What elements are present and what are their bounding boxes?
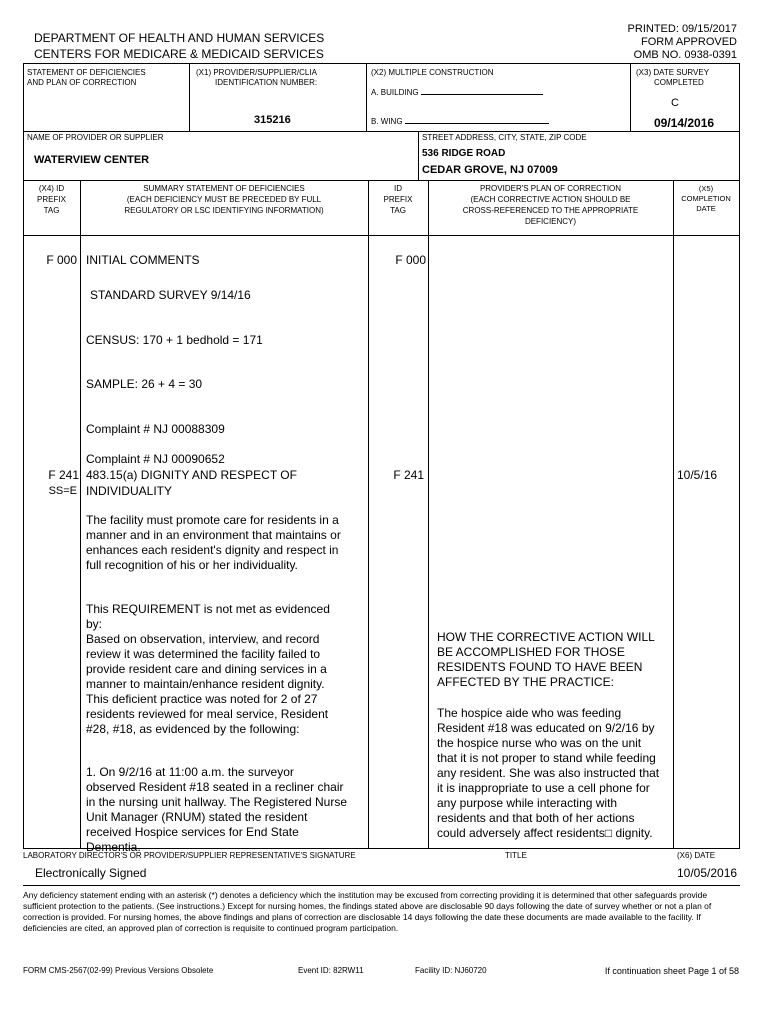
id-header-1: ID — [394, 184, 402, 193]
prefix-tag-f000: F 000 — [46, 253, 77, 267]
requirement-not-met-text: This REQUIREMENT is not met as evidenced by: Based on observation, interview, and record review it was determined the facility failed to provide resident care and dining services in a manner to maintain/enhance resident dignity. This deficient practice was noted for 2 of 27 residents reviewed for meal service, Resident #28, #18, as evidenced by the following: — [86, 602, 330, 736]
plan-header-4: DEFICIENCY) — [524, 217, 577, 226]
frame-right — [739, 63, 740, 848]
complaint-2: Complaint # NJ 00090652 — [86, 452, 225, 466]
standard-survey: STANDARD SURVEY 9/14/16 — [90, 288, 251, 302]
divider-x2 — [366, 63, 367, 131]
omb-number: OMB NO. 0938-0391 — [633, 49, 737, 61]
x5-header-3: DATE — [696, 204, 716, 213]
cms-title: CENTERS FOR MEDICARE & MEDICAID SERVICES — [34, 47, 324, 61]
x3-label-2: COMPLETED — [654, 78, 704, 87]
rule-provider — [23, 131, 740, 132]
disclaimer-text: Any deficiency statement ending with an asterisk (*) denotes a deficiency which the institution may be excused from correcting providing it is determined that other safeguards provide sufficient protection to the patients. (See instructions.) Except for nursing homes, the findings stated above are disclosable 90 days following the date of survey whether or not a plan of correction is provided. For nursing homes, the above findings and plans of correction are disclosable 14 days following the date these documents are made available to the facility. If deficiencies are cited, an approved plan of correction is requisite to continued program participation. — [23, 890, 712, 933]
regulation-line-1: 483.15(a) DIGNITY AND RESPECT OF — [86, 468, 297, 482]
x5-header-2: COMPLETION — [681, 194, 731, 203]
divider-address — [418, 131, 419, 180]
x3-label-1: (X3) DATE SURVEY — [636, 68, 710, 77]
divider-x1 — [189, 63, 190, 131]
plan-text: The hospice aide who was feeding Resident #18 was educated on 9/2/16 by the hospice nurse who was on the unit that it is not proper to stand while feeding any resident. She was also instructed that it is inappropriate to use a cell phone for any purpose while interacting with residents and that both of her actions could adversely affect residents□ dignity. — [437, 706, 660, 840]
building-field — [371, 85, 543, 97]
event-id: Event ID: 82RW11 — [298, 966, 364, 975]
sample: SAMPLE: 26 + 4 = 30 — [86, 377, 203, 391]
scope-severity: SS=E — [48, 485, 77, 497]
col-divider-1 — [80, 180, 81, 848]
dept-title: DEPARTMENT OF HEALTH AND HUMAN SERVICES — [34, 31, 325, 45]
complaint-1: Complaint # NJ 00088309 — [86, 422, 225, 436]
plan-header-3: CROSS-REFERENCED TO THE APPROPRIATE — [462, 206, 639, 215]
provider-name: WATERVIEW CENTER — [34, 154, 150, 166]
prefix-tag-f241: F 241 — [48, 468, 79, 482]
rule-body — [23, 235, 740, 236]
plan-heading: HOW THE CORRECTIVE ACTION WILL BE ACCOMPLISHED FOR THOSE RESIDENTS FOUND TO HAVE BEEN AFFECTED BY THE PRACTICE: — [437, 630, 655, 689]
completion-date: 10/5/16 — [677, 468, 718, 482]
rule-signature-bottom — [23, 885, 740, 886]
summary-header-1: SUMMARY STATEMENT OF DEFICIENCIES — [143, 184, 305, 193]
street-address: 536 RIDGE ROAD — [422, 148, 506, 159]
x4-header-1: (X4) ID — [38, 184, 65, 193]
wing-field — [371, 114, 549, 126]
id-header-3: TAG — [390, 206, 406, 215]
survey-date: 09/14/2016 — [654, 116, 715, 130]
plan-header-1: PROVIDER'S PLAN OF CORRECTION — [479, 184, 622, 193]
x4-header-2: PREFIX — [37, 195, 66, 204]
census: CENSUS: 170 + 1 bedhold = 171 — [86, 333, 263, 347]
signature-value: Electronically Signed — [35, 866, 147, 880]
wing-label: B. WING — [371, 117, 403, 126]
plan-header-2: (EACH CORRECTIVE ACTION SHOULD BE — [470, 195, 631, 204]
facility-id: Facility ID: NJ60720 — [415, 966, 487, 975]
address-label: STREET ADDRESS, CITY, STATE, ZIP CODE — [422, 133, 587, 142]
provider-name-label: NAME OF PROVIDER OR SUPPLIER — [27, 133, 164, 142]
rule-top — [23, 63, 740, 64]
frame-left — [23, 63, 24, 848]
city-state-zip: CEDAR GROVE, NJ 07009 — [422, 164, 558, 176]
summary-header-2: (EACH DEFICIENCY MUST BE PRECEDED BY FULL — [126, 195, 322, 204]
form-approved: FORM APPROVED — [641, 36, 737, 48]
continuation-page: If continuation sheet Page 1 of 58 — [604, 966, 739, 976]
statement-label-1: STATEMENT OF DEFICIENCIES — [27, 68, 146, 77]
summary-header-3: REGULATORY OR LSC IDENTIFYING INFORMATION) — [124, 206, 324, 215]
printed-date: PRINTED: 09/15/2017 — [627, 23, 737, 35]
divider-x3 — [630, 63, 631, 131]
facility-requirement-text: The facility must promote care for residents in a manner and in an environment that maintains or enhances each resident's dignity and respect in full recognition of his or her individuality. — [86, 513, 341, 572]
signature-title-label: TITLE — [505, 851, 527, 860]
provider-id-number: 315216 — [254, 114, 291, 126]
building-label: A. BUILDING — [371, 88, 419, 97]
col-divider-4 — [673, 180, 674, 848]
signature-date-label: (X6) DATE — [677, 851, 716, 860]
x1-label-2: IDENTIFICATION NUMBER: — [215, 78, 318, 87]
x4-header-3: TAG — [43, 206, 60, 215]
id-header-2: PREFIX — [383, 195, 413, 204]
statement-label-2: AND PLAN OF CORRECTION — [27, 78, 137, 87]
building-underline — [421, 85, 543, 95]
x5-header-1: (X5) — [698, 184, 714, 193]
x3-code: C — [671, 97, 679, 109]
rule-columns — [23, 180, 740, 181]
signature-label: LABORATORY DIRECTOR'S OR PROVIDER/SUPPLIER REPRESENTATIVE'S SIGNATURE — [23, 851, 356, 860]
x1-label-1: (X1) PROVIDER/SUPPLIER/CLIA — [196, 68, 317, 77]
wing-underline — [405, 114, 549, 124]
id-tag-f241: F 241 — [393, 468, 424, 482]
observation-text: 1. On 9/2/16 at 11:00 a.m. the surveyor observed Resident #18 seated in a recliner chair in the nursing unit hallway. The Registered Nurse Unit Manager (RNUM) stated the resident received Hospice services for End State Dementia. — [86, 765, 348, 854]
initial-comments-heading: INITIAL COMMENTS — [86, 253, 200, 267]
id-tag-f000: F 000 — [395, 253, 426, 267]
signature-date: 10/05/2016 — [677, 866, 738, 880]
regulation-line-2: INDIVIDUALITY — [86, 484, 173, 498]
col-divider-2 — [368, 180, 369, 848]
col-divider-3 — [428, 180, 429, 848]
x2-label: (X2) MULTIPLE CONSTRUCTION — [371, 68, 494, 77]
form-number: FORM CMS-2567(02-99) Previous Versions Obsolete — [23, 966, 214, 975]
